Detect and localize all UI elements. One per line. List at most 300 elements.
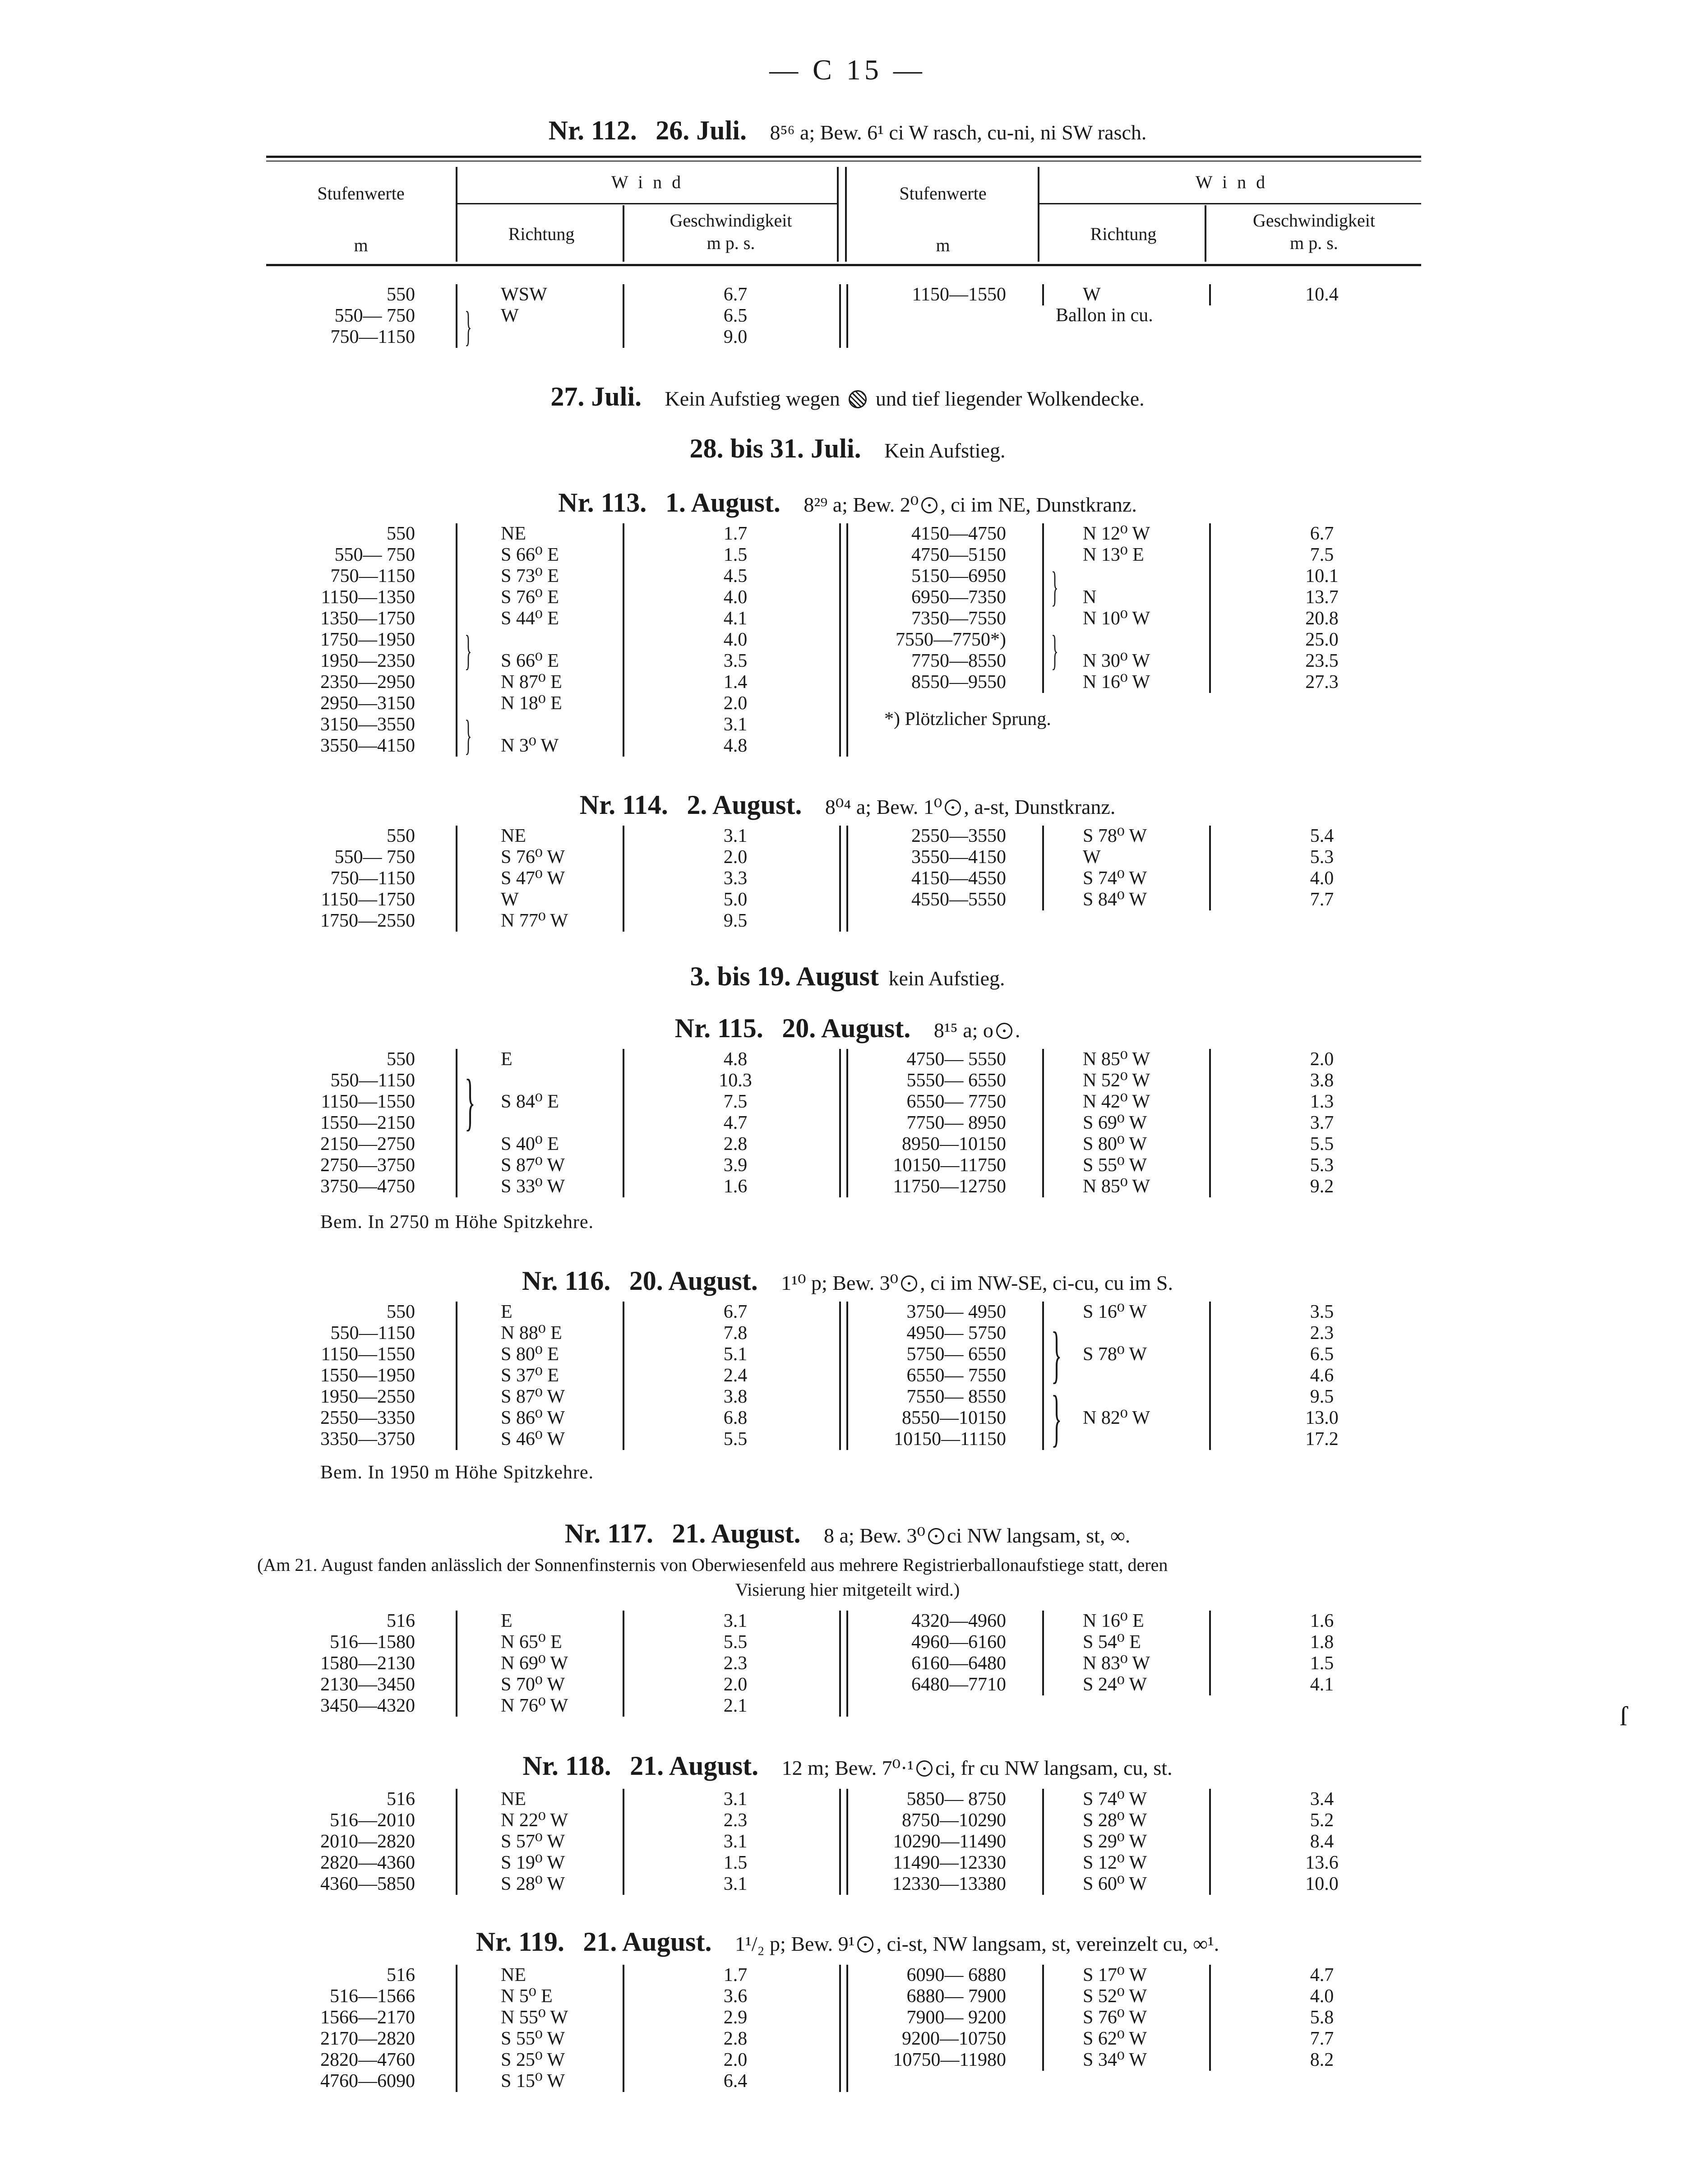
wind-speed: 27.3 [1305, 672, 1339, 693]
table-row [0, 847, 1695, 868]
wind-direction: NE [501, 1965, 526, 1985]
altitude-range: 6550— 7550 [906, 1365, 1006, 1386]
wind-direction: S 37⁰ E [501, 1365, 559, 1386]
wind-speed: 3.3 [723, 868, 748, 889]
wind-direction: S 66⁰ E [501, 545, 559, 565]
record-number: Nr. 117. [564, 1519, 653, 1548]
wind-speed: 5.3 [1310, 847, 1334, 868]
altitude-range: 4360—5850 [320, 1874, 415, 1894]
wind-speed: 3.5 [723, 651, 748, 671]
sun-symbol-icon [857, 1936, 873, 1953]
record-info: 12 m; Bew. 7⁰·¹ [781, 1756, 914, 1779]
wind-direction: N 85⁰ W [1083, 1049, 1150, 1070]
wind-direction: W [501, 305, 519, 326]
altitude-range: 516—2010 [330, 1810, 415, 1831]
record-info: , a-st, Dunstkranz. [964, 795, 1116, 818]
altitude-range: 4750—5150 [911, 545, 1006, 565]
record-info: , ci im NE, Dunstkranz. [940, 493, 1137, 516]
altitude-range: 9200—10750 [902, 2028, 1006, 2049]
wind-speed: 6.5 [1310, 1344, 1334, 1365]
wind-direction: S 34⁰ W [1083, 2050, 1147, 2070]
wind-speed: 13.6 [1305, 1852, 1339, 1873]
text: und tief liegender Wolkendecke. [875, 387, 1145, 410]
wind-direction: N 16⁰ E [1083, 1611, 1144, 1631]
wind-speed: 3.1 [723, 714, 748, 735]
header-divider [1038, 167, 1039, 262]
wind-direction: N 88⁰ E [501, 1323, 562, 1344]
record-info: , ci-st, NW langsam, st, vereinzelt cu, ∞¹. [876, 1932, 1219, 1955]
header-divider [1205, 205, 1206, 262]
wind-speed: 5.8 [1310, 2007, 1334, 2028]
table-nr112 [0, 284, 1695, 352]
table-nr114 [0, 826, 1695, 936]
altitude-range: 516—1580 [330, 1632, 415, 1653]
grouping-brace: } [1051, 563, 1058, 610]
wind-speed: 10.0 [1305, 1874, 1339, 1894]
record-date: 20. August. [782, 1013, 911, 1043]
altitude-range: 2170—2820 [320, 2028, 415, 2049]
wind-direction: S 16⁰ W [1083, 1302, 1147, 1322]
wind-speed: 3.1 [723, 1611, 748, 1631]
wind-speed: 6.7 [1310, 523, 1334, 544]
record-date: 27. Juli. [550, 382, 642, 411]
table-row [0, 1852, 1695, 1873]
grouping-brace: } [465, 303, 472, 350]
wind-speed: 10.1 [1305, 566, 1339, 586]
table-row [0, 651, 1695, 671]
table-row [0, 1408, 1695, 1428]
table-row [0, 1653, 1695, 1674]
altitude-range: 550 [387, 284, 415, 305]
text: Kein Aufstieg wegen [665, 387, 840, 410]
altitude-range: 3750— 4950 [906, 1302, 1006, 1322]
altitude-range: 1950—2550 [320, 1386, 415, 1407]
wind-speed: 7.5 [1310, 545, 1334, 565]
text: kein Aufstieg. [888, 967, 1005, 990]
table-row [0, 545, 1695, 565]
wind-direction: N 22⁰ W [501, 1810, 568, 1831]
title-nr119 [0, 1926, 1695, 1958]
table-row [0, 910, 1695, 931]
wind-speed: 4.8 [723, 1049, 748, 1070]
altitude-range: 516 [387, 1789, 415, 1810]
wind-direction: S 74⁰ W [1083, 1789, 1147, 1810]
wind-direction: E [501, 1611, 513, 1631]
altitude-range: 4150—4550 [911, 868, 1006, 889]
altitude-range: 7350—7550 [911, 608, 1006, 629]
wind-direction: E [501, 1302, 513, 1322]
altitude-range: 5550— 6550 [906, 1070, 1006, 1091]
record-info: 1¹⁰ p; Bew. 3⁰ [781, 1271, 899, 1294]
wind-direction: S 28⁰ W [501, 1874, 565, 1894]
wind-direction: N 5⁰ E [501, 1986, 553, 2007]
title-nr117 [0, 1518, 1695, 1549]
record-date: 3. bis 19. August [690, 961, 879, 991]
table-row [0, 693, 1695, 714]
altitude-range: 5850— 8750 [906, 1789, 1006, 1810]
altitude-range: 550—1150 [330, 1323, 415, 1344]
table-nr113 [0, 523, 1695, 761]
record-info: 1¹/₂ p; Bew. 9¹ [734, 1932, 855, 1955]
table-row [0, 1632, 1695, 1653]
wind-direction: S 76⁰ W [1083, 2007, 1147, 2028]
wind-speed: 13.7 [1305, 587, 1339, 608]
title-nr118 [0, 1750, 1695, 1782]
wind-direction: S 12⁰ W [1083, 1852, 1147, 1873]
table-row [0, 1134, 1695, 1154]
record-info: , ci im NW-SE, ci-cu, cu im S. [920, 1271, 1173, 1294]
sun-symbol-icon [916, 1760, 933, 1777]
table-row [0, 2007, 1695, 2028]
wind-speed: 4.1 [1310, 1674, 1334, 1695]
wind-direction: S 25⁰ W [501, 2050, 565, 2070]
wind-speed: 7.7 [1310, 889, 1334, 910]
altitude-range: 5150—6950 [911, 566, 1006, 586]
wind-speed: 6.8 [723, 1408, 748, 1428]
wind-speed: 1.5 [723, 545, 748, 565]
altitude-range: 1150—1750 [321, 889, 415, 910]
wind-speed: 13.0 [1305, 1408, 1339, 1428]
wind-speed: 2.8 [723, 2028, 748, 2049]
header-stufenwerte-left: Stufenwerte [317, 183, 405, 203]
wind-direction: N 13⁰ E [1083, 545, 1144, 565]
wind-speed: 4.1 [723, 608, 748, 629]
altitude-range: 516 [387, 1611, 415, 1631]
record-info: . [1015, 1019, 1021, 1042]
table-row [0, 868, 1695, 889]
altitude-range: 7750—8550 [911, 651, 1006, 671]
altitude-range: 550 [387, 1302, 415, 1322]
altitude-range: 550— 750 [334, 305, 415, 326]
wind-direction: W [501, 889, 519, 910]
wind-speed: 5.5 [723, 1632, 748, 1653]
wind-direction: S 62⁰ W [1083, 2028, 1147, 2049]
table-nr117 [0, 1611, 1695, 1721]
record-info: ci, fr cu NW langsam, cu, st. [935, 1756, 1173, 1779]
wind-speed: 9.5 [723, 910, 748, 931]
header-bottom-rule [266, 264, 1421, 266]
wind-speed: 5.5 [723, 1429, 748, 1450]
record-info: 8¹⁵ a; o [933, 1019, 993, 1042]
wind-speed: 8.2 [1310, 2050, 1334, 2070]
grouping-brace: } [465, 1067, 476, 1137]
wind-direction: N 52⁰ W [1083, 1070, 1150, 1091]
wind-speed: 1.3 [1310, 1091, 1334, 1112]
wind-direction: S 19⁰ W [501, 1852, 565, 1873]
wind-speed: 2.1 [723, 1695, 748, 1716]
wind-speed: 6.4 [723, 2071, 748, 2092]
title-jul27 [0, 381, 1695, 412]
record-date: 21. August. [630, 1751, 759, 1781]
text: Kein Aufstieg. [884, 439, 1006, 462]
eclipse-note-line2: Visierung hier mitgeteilt wird.) [735, 1579, 960, 1600]
altitude-range: 8950—10150 [902, 1134, 1006, 1154]
table-row [0, 1302, 1695, 1322]
altitude-range: 2550—3550 [911, 826, 1006, 846]
sun-symbol-icon [921, 497, 938, 513]
altitude-range: 10750—11980 [893, 2050, 1006, 2070]
table-row [0, 1386, 1695, 1407]
altitude-range: 10150—11150 [894, 1429, 1006, 1450]
altitude-range: 2750—3750 [320, 1155, 415, 1176]
wind-speed: 7.5 [723, 1091, 748, 1112]
wind-speed: 1.5 [1310, 1653, 1334, 1674]
wind-speed: 4.6 [1310, 1365, 1334, 1386]
wind-direction: N 77⁰ W [501, 910, 568, 931]
wind-direction: S 17⁰ W [1083, 1965, 1147, 1985]
altitude-range: 2010—2820 [320, 1831, 415, 1852]
wind-direction: S 47⁰ W [501, 868, 565, 889]
wind-direction: S 44⁰ E [501, 608, 559, 629]
altitude-range: 516—1566 [330, 1986, 415, 2007]
header-geschw-right: Geschwindigkeit [1252, 210, 1376, 231]
wind-speed: 5.2 [1310, 1810, 1334, 1831]
wind-speed: 6.7 [723, 284, 748, 305]
table-row [0, 2028, 1695, 2049]
record-date: 28. bis 31. Juli. [689, 434, 861, 463]
wind-direction: N 65⁰ E [501, 1632, 562, 1653]
wind-speed: 8.4 [1310, 1831, 1334, 1852]
table-row [0, 1674, 1695, 1695]
altitude-range: 4150—4750 [911, 523, 1006, 544]
wind-speed: 9.5 [1310, 1386, 1334, 1407]
altitude-range: 516 [387, 1965, 415, 1985]
wind-direction: S 55⁰ W [501, 2028, 565, 2049]
altitude-range: 2820—4760 [320, 2050, 415, 2070]
altitude-range: 10150—11750 [893, 1155, 1006, 1176]
table-row [0, 1070, 1695, 1091]
altitude-range: 1550—1950 [320, 1365, 415, 1386]
altitude-range: 3150—3550 [320, 714, 415, 735]
wind-direction: S 80⁰ E [501, 1344, 559, 1365]
rain-symbol-icon [849, 390, 867, 408]
wind-speed: 1.7 [723, 523, 748, 544]
record-info: ci NW langsam, st, ∞. [947, 1524, 1131, 1547]
table-row [0, 608, 1695, 629]
altitude-range: 6550— 7750 [906, 1091, 1006, 1112]
wind-direction: S 80⁰ W [1083, 1134, 1147, 1154]
altitude-range: 750—1150 [330, 327, 415, 347]
table-row [0, 2071, 1695, 2092]
altitude-range: 1566—2170 [320, 2007, 415, 2028]
altitude-range: 8550—9550 [911, 672, 1006, 693]
altitude-range: 3750—4750 [320, 1176, 415, 1197]
wind-direction: N 83⁰ W [1083, 1653, 1150, 1674]
header-mps-right: m p. s. [1290, 233, 1338, 253]
wind-direction: E [501, 1049, 513, 1070]
wind-direction: N 42⁰ W [1083, 1091, 1150, 1112]
table-row [0, 629, 1695, 650]
altitude-range: 11490—12330 [893, 1852, 1006, 1873]
wind-speed: 23.5 [1305, 651, 1339, 671]
altitude-range: 6880— 7900 [906, 1986, 1006, 2007]
header-richtung-right: Richtung [1090, 224, 1157, 244]
table-row [0, 1155, 1695, 1176]
wind-speed: 1.6 [1310, 1611, 1334, 1631]
header-divider [623, 205, 624, 262]
altitude-range: 7750— 8950 [906, 1113, 1006, 1133]
altitude-range: 4760—6090 [320, 2071, 415, 2092]
header-m-right: m [936, 235, 950, 255]
wind-direction: S 66⁰ E [501, 651, 559, 671]
altitude-range: 1150—1550 [321, 1344, 415, 1365]
wind-speed: 5.5 [1310, 1134, 1334, 1154]
table-row [0, 1429, 1695, 1450]
wind-direction: S 60⁰ W [1083, 1874, 1147, 1894]
wind-speed: 10.4 [1305, 284, 1339, 305]
wind-speed: 3.1 [723, 1789, 748, 1810]
wind-speed: 1.6 [723, 1176, 748, 1197]
altitude-range: 1750—2550 [320, 910, 415, 931]
table-row [0, 826, 1695, 846]
title-jul28 [0, 433, 1695, 464]
altitude-range: 4960—6160 [911, 1632, 1006, 1653]
wind-speed: 4.0 [723, 587, 748, 608]
altitude-range: 1150—1550 [912, 284, 1006, 305]
header-divider [456, 167, 457, 262]
wind-direction: S 86⁰ W [501, 1408, 565, 1428]
altitude-range: 3450—4320 [320, 1695, 415, 1716]
altitude-range: 2550—3350 [320, 1408, 415, 1428]
wind-direction: S 76⁰ E [501, 587, 559, 608]
wind-direction: N 10⁰ W [1083, 608, 1150, 629]
wind-speed: 17.2 [1305, 1429, 1339, 1450]
wind-direction: W [1083, 847, 1101, 868]
record-date: 20. August. [629, 1266, 758, 1296]
header-wind-rule [1038, 203, 1421, 204]
wind-speed: 5.1 [723, 1344, 748, 1365]
page-number: — C 15 — [769, 54, 926, 86]
table-row [0, 1874, 1695, 1894]
wind-direction: N 87⁰ E [501, 672, 562, 693]
header-top-rule-thin [266, 161, 1421, 162]
wind-direction: S 46⁰ W [501, 1429, 565, 1450]
table-row [0, 1176, 1695, 1197]
grouping-brace: } [1051, 1319, 1062, 1390]
table-row [0, 672, 1695, 693]
wind-direction: S 15⁰ W [501, 2071, 565, 2092]
sun-symbol-icon [945, 799, 961, 816]
wind-direction: S 70⁰ W [501, 1674, 565, 1695]
remark: Bem. In 1950 m Höhe Spitzkehre. [320, 1462, 594, 1483]
wind-speed: 4.5 [723, 566, 748, 586]
altitude-range: 750—1150 [330, 868, 415, 889]
header-geschw-left: Geschwindigkeit [670, 210, 792, 231]
altitude-range: 7550— 8550 [906, 1386, 1006, 1407]
wind-direction: S 73⁰ E [501, 566, 559, 586]
altitude-range: 5750— 6550 [906, 1344, 1006, 1365]
table-row [0, 566, 1695, 586]
altitude-range: 1580—2130 [320, 1653, 415, 1674]
altitude-range: 7900— 9200 [906, 2007, 1006, 2028]
table-nr118 [0, 1789, 1695, 1899]
altitude-range: 550— 750 [334, 545, 415, 565]
record-info: 8⁵⁶ a; Bew. 6¹ ci W rasch, cu-ni, ni SW rasch. [770, 121, 1147, 144]
wind-speed: 2.3 [1310, 1323, 1334, 1344]
title-aug3 [0, 961, 1695, 992]
wind-direction: S 84⁰ E [501, 1091, 559, 1112]
wind-speed: 1.7 [723, 1965, 748, 1985]
altitude-range: 6950—7350 [911, 587, 1006, 608]
wind-speed: 25.0 [1305, 629, 1339, 650]
altitude-range: 550—1150 [330, 1070, 415, 1091]
wind-speed: 1.5 [723, 1852, 748, 1873]
header-mps-left: m p. s. [707, 233, 755, 253]
wind-direction: S 29⁰ W [1083, 1831, 1147, 1852]
wind-direction: N 12⁰ W [1083, 523, 1150, 544]
table-row [0, 1365, 1695, 1386]
header-m-left: m [354, 235, 368, 255]
wind-speed: 5.3 [1310, 1155, 1334, 1176]
header-richtung-left: Richtung [508, 224, 575, 244]
table-row [0, 1986, 1695, 2007]
wind-direction: S 76⁰ W [501, 847, 565, 868]
wind-speed: 4.0 [723, 629, 748, 650]
wind-direction: W [1083, 284, 1101, 305]
table-row [0, 1611, 1695, 1631]
wind-speed: 2.0 [723, 2050, 748, 2070]
wind-direction: N 82⁰ W [1083, 1408, 1150, 1428]
table-row [0, 1965, 1695, 1985]
wind-direction: S 24⁰ W [1083, 1674, 1147, 1695]
wind-direction: S 87⁰ W [501, 1386, 565, 1407]
header-top-rule [266, 156, 1421, 158]
header-stufenwerte-right: Stufenwerte [899, 183, 987, 203]
wind-speed: 3.4 [1310, 1789, 1334, 1810]
wind-direction: WSW [501, 284, 547, 305]
record-date: 2. August. [687, 790, 802, 820]
wind-direction: N 85⁰ W [1083, 1176, 1150, 1197]
wind-speed: 5.4 [1310, 826, 1334, 846]
table-row [0, 1831, 1695, 1852]
altitude-range: 2130—3450 [320, 1674, 415, 1695]
altitude-range: 8750—10290 [902, 1810, 1006, 1831]
wind-direction: S 40⁰ E [501, 1134, 559, 1154]
altitude-range: 1350—1750 [320, 608, 415, 629]
grouping-brace: } [465, 712, 472, 759]
wind-speed: 10.3 [719, 1070, 752, 1091]
sun-symbol-icon [996, 1023, 1012, 1039]
record-number: Nr. 113. [558, 488, 647, 517]
record-number: Nr. 115. [674, 1013, 763, 1043]
wind-speed: 2.4 [723, 1365, 748, 1386]
wind-speed: 2.3 [723, 1810, 748, 1831]
wind-direction: N 55⁰ W [501, 2007, 568, 2028]
wind-speed: 3.1 [723, 826, 748, 846]
altitude-range: 550 [387, 1049, 415, 1070]
wind-direction: NE [501, 1789, 526, 1810]
header-wind-rule [456, 203, 837, 204]
wind-speed: 2.9 [723, 2007, 748, 2028]
sun-symbol-icon [901, 1275, 917, 1292]
wind-speed: 4.0 [1310, 868, 1334, 889]
wind-speed: 6.7 [723, 1302, 748, 1322]
altitude-range: 6160—6480 [911, 1653, 1006, 1674]
record-number: Nr. 118. [522, 1751, 611, 1781]
altitude-range: 6090— 6880 [906, 1965, 1006, 1985]
table-row [0, 2050, 1695, 2070]
altitude-range: 11750—12750 [893, 1176, 1006, 1197]
wind-speed: 1.8 [1310, 1632, 1334, 1653]
wind-direction: N 76⁰ W [501, 1695, 568, 1716]
grouping-brace: } [1051, 1383, 1062, 1453]
wind-speed: 2.0 [723, 1674, 748, 1695]
table-row [0, 1049, 1695, 1070]
wind-speed: 3.9 [723, 1155, 748, 1176]
altitude-range: 4320—4960 [911, 1611, 1006, 1631]
table-nr116 [0, 1302, 1695, 1454]
wind-direction: NE [501, 826, 526, 846]
